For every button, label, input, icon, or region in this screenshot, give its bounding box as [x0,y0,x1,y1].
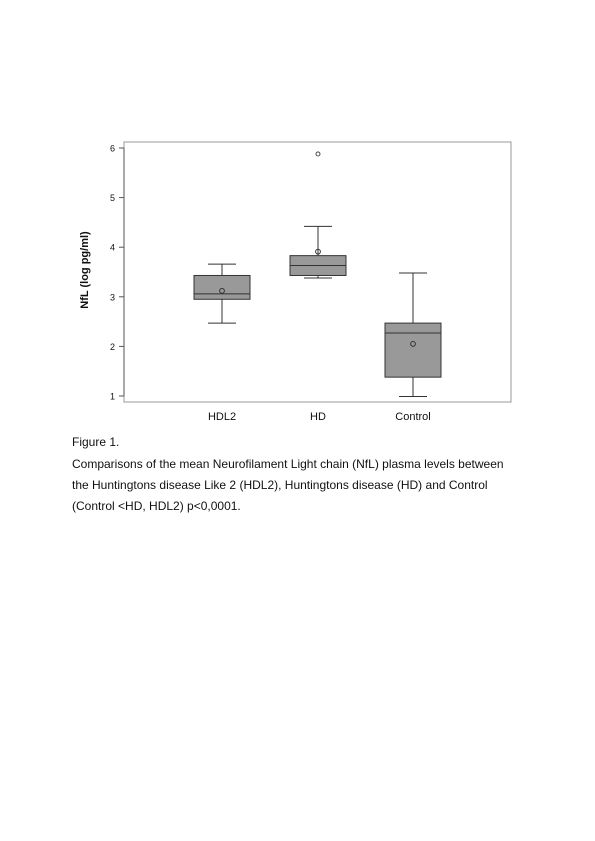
x-tick-label: Control [395,411,431,423]
outlier-point [316,152,320,156]
iqr-box [194,275,250,299]
y-axis-label: NfL (log pg/ml) [79,231,91,309]
caption-line-1: Comparisons of the mean Neurofilament Light chain (NfL) plasma levels between [72,457,504,471]
x-tick-label: HDL2 [207,411,237,423]
caption-title: Figure 1. [72,435,120,449]
box-hdl2 [194,264,250,323]
boxes [194,152,441,397]
y-tick-label: 2 [109,341,115,352]
box-hd [290,152,346,278]
y-tick-label: 3 [109,292,115,303]
y-tick-label: 4 [109,242,115,253]
y-tick-label: 1 [109,391,115,402]
box-control [385,273,441,397]
y-ticks [110,144,124,402]
x-tick-labels [208,411,431,423]
y-tick-label: 5 [109,193,115,204]
iqr-box [385,323,441,377]
y-tick-label: 6 [109,143,115,154]
caption-line-2: the Huntingtons disease Like 2 (HDL2), Huntingtons disease (HD) and Control [72,478,488,492]
x-tick-label: HD [310,411,326,423]
caption-line-3: (Control <HD, HDL2) p<0,0001. [72,499,241,513]
figure-caption [72,432,542,517]
